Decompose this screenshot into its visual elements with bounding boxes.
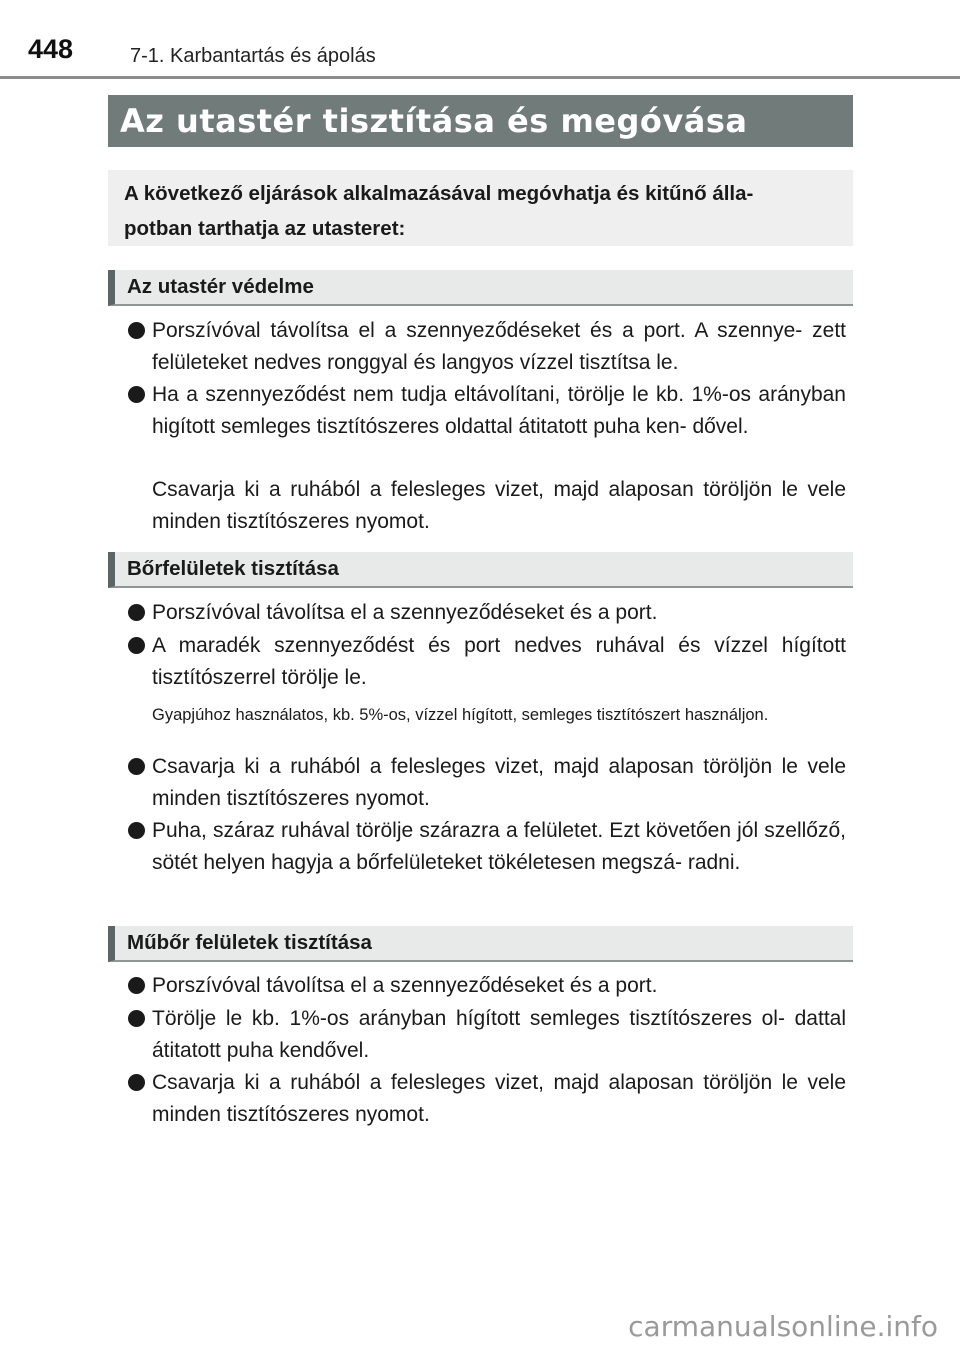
bullet-icon bbox=[128, 1010, 145, 1027]
bullet-icon bbox=[128, 758, 145, 775]
bullet-icon bbox=[128, 637, 145, 654]
bullet-icon bbox=[128, 1074, 145, 1091]
list-item: Törölje le kb. 1%-os arányban hígított semleges tisztítószeres ol- dattal átitatott puha kendővel. bbox=[152, 1007, 846, 1062]
list-item: Csavarja ki a ruhából a felesleges vizet, majd alaposan töröljön le vele minden tisztítószeres nyomot. bbox=[152, 1071, 846, 1126]
list-item: Porszívóval távolítsa el a szennyeződéseket és a port. bbox=[152, 601, 658, 624]
bullet-icon bbox=[128, 977, 145, 994]
list-item: A maradék szennyeződést és port nedves ruhával és vízzel hígított tisztítószerrel törölje le. bbox=[152, 634, 846, 689]
intro-line: potban tarthatja az utasteret: bbox=[124, 217, 406, 240]
page-title: Az utastér tisztítása és megóvása bbox=[108, 95, 853, 147]
section-heading-leather: Bőrfelületek tisztítása bbox=[108, 552, 853, 588]
chapter-title: 7-1. Karbantartás és ápolás bbox=[130, 45, 376, 67]
bullet-icon bbox=[128, 822, 145, 839]
watermark: carmanualsonline.info bbox=[628, 1310, 938, 1343]
section-heading-protection: Az utastér védelme bbox=[108, 270, 853, 306]
list-item: Ha a szennyeződést nem tudja eltávolítani, törölje le kb. 1%-os arányban higított semleges tisztítószeres oldattal átitatott puha ken- dővel. bbox=[152, 383, 846, 438]
list-item-continuation: Csavarja ki a ruhából a felesleges vizet, majd alaposan töröljön le vele minden tisztítószeres nyomot. bbox=[152, 478, 846, 533]
page-number: 448 bbox=[28, 34, 74, 64]
intro-box bbox=[108, 170, 853, 246]
page-header bbox=[0, 0, 960, 80]
section-heading-artificial-leather: Műbőr felületek tisztítása bbox=[108, 926, 853, 962]
header-divider bbox=[0, 76, 960, 79]
list-item: Porszívóval távolítsa el a szennyeződéseket és a port. bbox=[152, 974, 658, 997]
note-text: Gyapjúhoz használatos, kb. 5%-os, vízzel hígított, semleges tisztítószert használjon. bbox=[152, 706, 769, 724]
intro-line: A következő eljárások alkalmazásával megóvhatja és kitűnő álla- bbox=[124, 182, 754, 205]
bullet-icon bbox=[128, 386, 145, 403]
bullet-icon bbox=[128, 604, 145, 621]
list-item: Csavarja ki a ruhából a felesleges vizet, majd alaposan töröljön le vele minden tisztítószeres nyomot. bbox=[152, 755, 846, 810]
list-item: Puha, száraz ruhával törölje szárazra a felületet. Ezt követően jól szellőző, sötét helyen hagyja a bőrfelületeket tökéletesen megszá- radni. bbox=[152, 819, 846, 874]
list-item: Porszívóval távolítsa el a szennyeződéseket és a port. A szennye- zett felületeket nedves ronggyal és langyos vízzel tisztítsa le. bbox=[152, 319, 846, 374]
bullet-icon bbox=[128, 322, 145, 339]
